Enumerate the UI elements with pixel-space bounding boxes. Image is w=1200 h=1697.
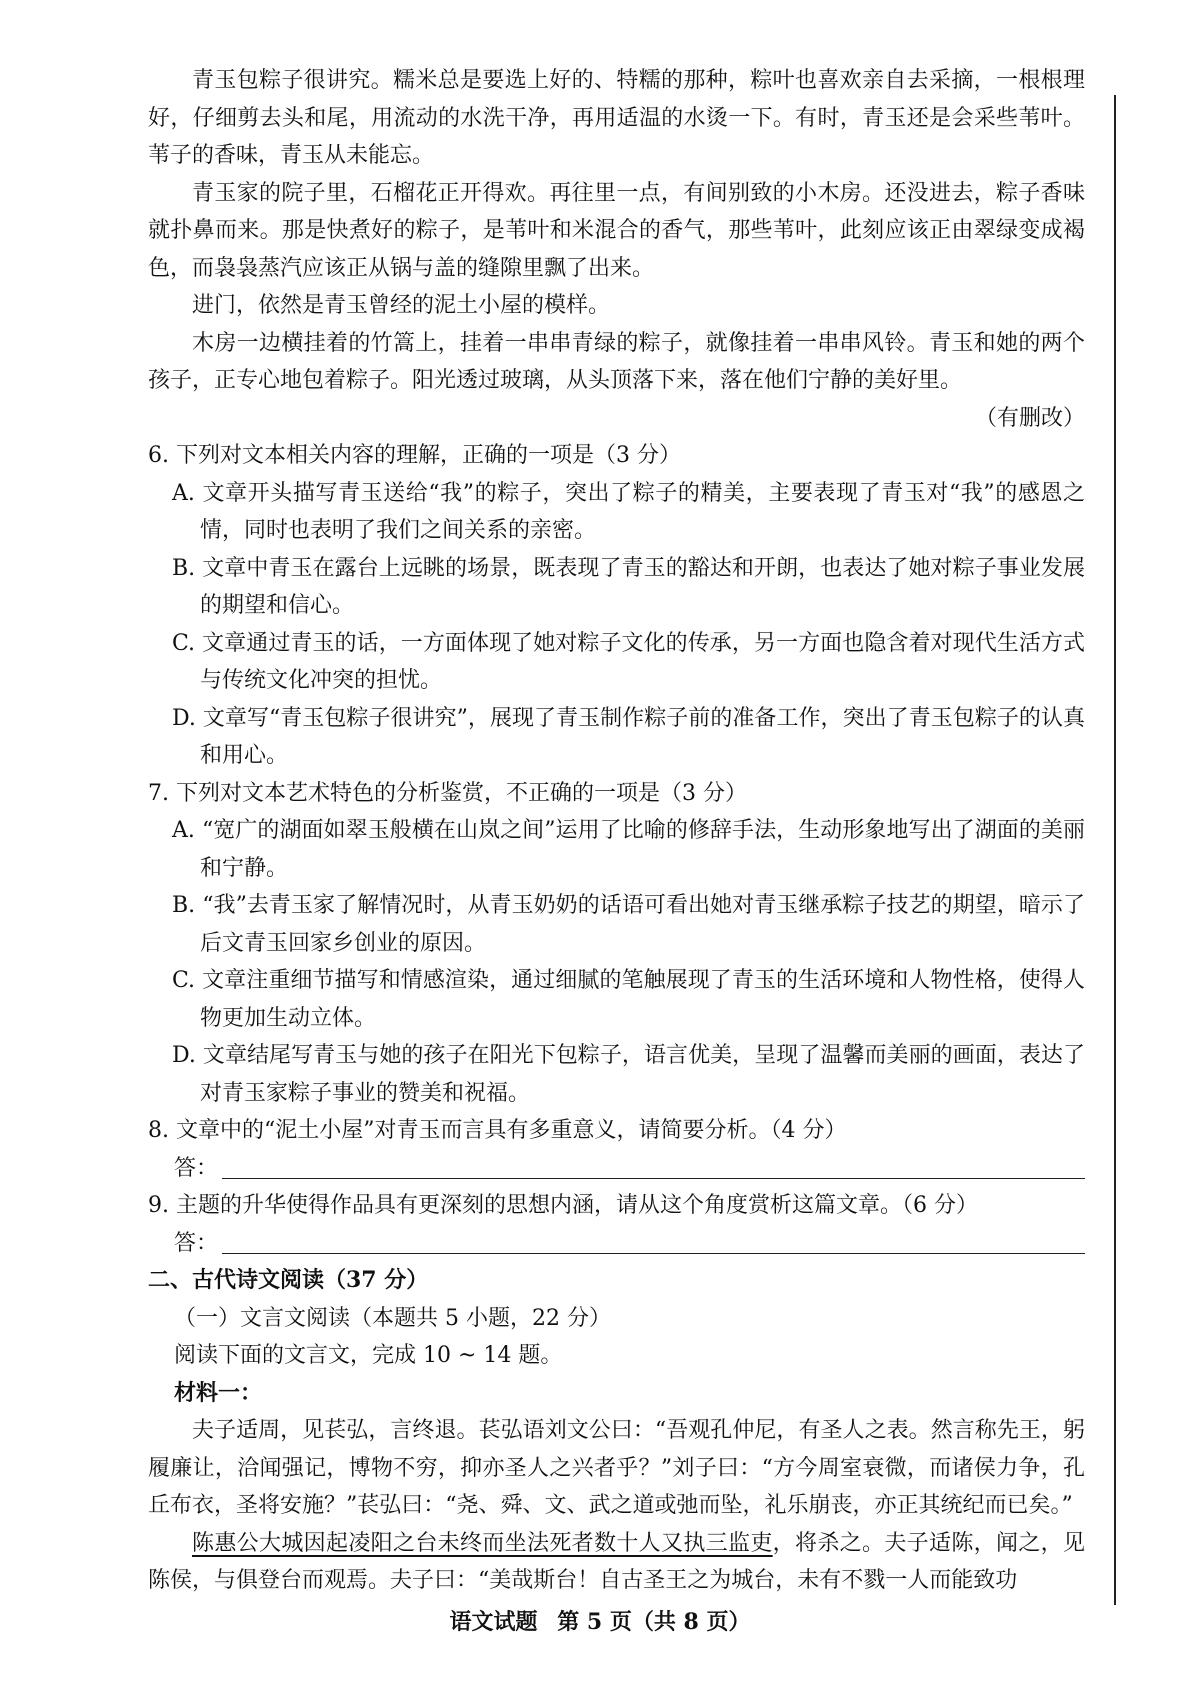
material-1-paragraph-1: 夫子适周，见苌弘，言终退。苌弘语刘文公曰：“吾观孔仲尼，有圣人之表。然言称先王，躬履廉让，洽闻强记，博物不穷，抑亦圣人之兴者乎？”刘子曰：“方今周室衰微，而诸侯力争，孔丘布衣，圣将安施？”苌弘曰：“尧、舜、文、武之道或弛而坠，礼乐崩丧，亦正其统纪而已矣。” xyxy=(148,1418,1085,1518)
question-7-option-a: A. “宽广的湖面如翠玉般横在山岚之间”运用了比喻的修辞手法，生动形象地写出了湖面的美丽和宁静。 xyxy=(172,818,1085,881)
passage-paragraph-4: 木房一边横挂着的竹篙上，挂着一串串青绿的粽子，就像挂着一串串风铃。青玉和她的两个孩子，正专心地包着粽子。阳光透过玻璃，从头顶落下来，落在他们宁静的美好里。 xyxy=(148,330,1085,393)
passage-paragraph-3: 进门，依然是青玉曾经的泥土小屋的模样。 xyxy=(192,293,611,318)
passage-note: （有删改） xyxy=(974,405,1085,431)
page-edge-line xyxy=(1114,95,1116,1605)
passage-paragraph-1: 青玉包粽子很讲究。糯米总是要选上好的、特糯的那种，粽叶也喜欢亲自去采摘，一根根理好，仔细剪去头和尾，用流动的水洗干净，再用适温的水烫一下。有时，青玉还是会采些苇叶。苇子的香味，青玉从未能忘。 xyxy=(148,68,1085,168)
section-2-instruction: 阅读下面的文言文，完成 10 ~ 14 题。 xyxy=(174,1343,563,1368)
question-9-stem: 9. 主题的升华使得作品具有更深刻的思想内涵，请从这个角度赏析这篇文章。（6 分） xyxy=(148,1193,978,1218)
page-footer xyxy=(0,1605,1200,1636)
material-1-paragraph-2-rest: ，将杀之。夫子适陈，闻之，见陈侯，与俱登台而观焉。夫子曰：“美哉斯台！自古圣王之为城台，未有不戮一人而能致功 xyxy=(148,1530,1085,1593)
question-6-option-d: D. 文章写“青玉包粽子很讲究”，展现了青玉制作粽子前的准备工作，突出了青玉包粽子的认真和用心。 xyxy=(172,705,1085,768)
question-7-option-c: C. 文章注重细节描写和情感渲染，通过细腻的笔触展现了青玉的生活环境和人物性格，使得人物更加生动立体。 xyxy=(172,968,1085,1031)
material-1-label: 材料一： xyxy=(174,1379,263,1406)
question-6-option-c: C. 文章通过青玉的话，一方面体现了她对粽子文化的传承，另一方面也隐含着对现代生活方式与传统文化冲突的担忧。 xyxy=(172,630,1085,693)
footer-subject: 语文试题 xyxy=(449,1609,538,1635)
section-2-subtitle: （一）文言文阅读（本题共 5 小题，22 分） xyxy=(174,1305,611,1331)
section-2-title: 二、古代诗文阅读（37 分） xyxy=(148,1267,429,1293)
question-8-answer xyxy=(148,1150,1085,1188)
question-6-stem: 6. 下列对文本相关内容的理解，正确的一项是（3 分） xyxy=(148,443,681,468)
question-9-answer-line[interactable] xyxy=(222,1227,1085,1254)
material-1-underlined-sentence: 陈惠公大城因起凌阳之台未终而坐法死者数十人又执三监吏 xyxy=(192,1530,773,1556)
question-9-answer xyxy=(148,1225,1085,1263)
footer-page-number: 第 5 页（共 8 页） xyxy=(557,1609,751,1635)
question-7-option-b: B. “我”去青玉家了解情况时，从青玉奶奶的话语可看出她对青玉继承粽子技艺的期望，暗示了后文青玉回家乡创业的原因。 xyxy=(172,893,1085,956)
question-8-stem: 8. 文章中的“泥土小屋”对青玉而言具有多重意义，请简要分析。（4 分） xyxy=(148,1118,847,1143)
question-7-option-d: D. 文章结尾写青玉与她的孩子在阳光下包粽子，语言优美，呈现了温馨而美丽的画面，表达了对青玉家粽子事业的赞美和祝福。 xyxy=(172,1043,1085,1106)
material-1-paragraph-2 xyxy=(148,1525,1085,1600)
question-6-option-a: A. 文章开头描写青玉送给“我”的粽子，突出了粽子的精美，主要表现了青玉对“我”的感恩之情，同时也表明了我们之间关系的亲密。 xyxy=(172,480,1085,543)
question-6-option-b: B. 文章中青玉在露台上远眺的场景，既表现了青玉的豁达和开朗，也表达了她对粽子事业发展的期望和信心。 xyxy=(172,555,1085,618)
passage-paragraph-2: 青玉家的院子里，石榴花正开得欢。再往里一点，有间别致的小木房。还没进去，粽子香味就扑鼻而来。那是快煮好的粽子，是苇叶和米混合的香气，那些苇叶，此刻应该正由翠绿变成褐色，而袅袅蒸汽应该正从锅与盖的缝隙里飘了出来。 xyxy=(148,180,1085,281)
question-8-answer-line[interactable] xyxy=(222,1152,1085,1179)
question-9-answer-label: 答： xyxy=(174,1230,219,1256)
question-8-answer-label: 答： xyxy=(174,1155,219,1181)
question-7-stem: 7. 下列对文本艺术特色的分析鉴赏，不正确的一项是（3 分） xyxy=(148,780,747,806)
